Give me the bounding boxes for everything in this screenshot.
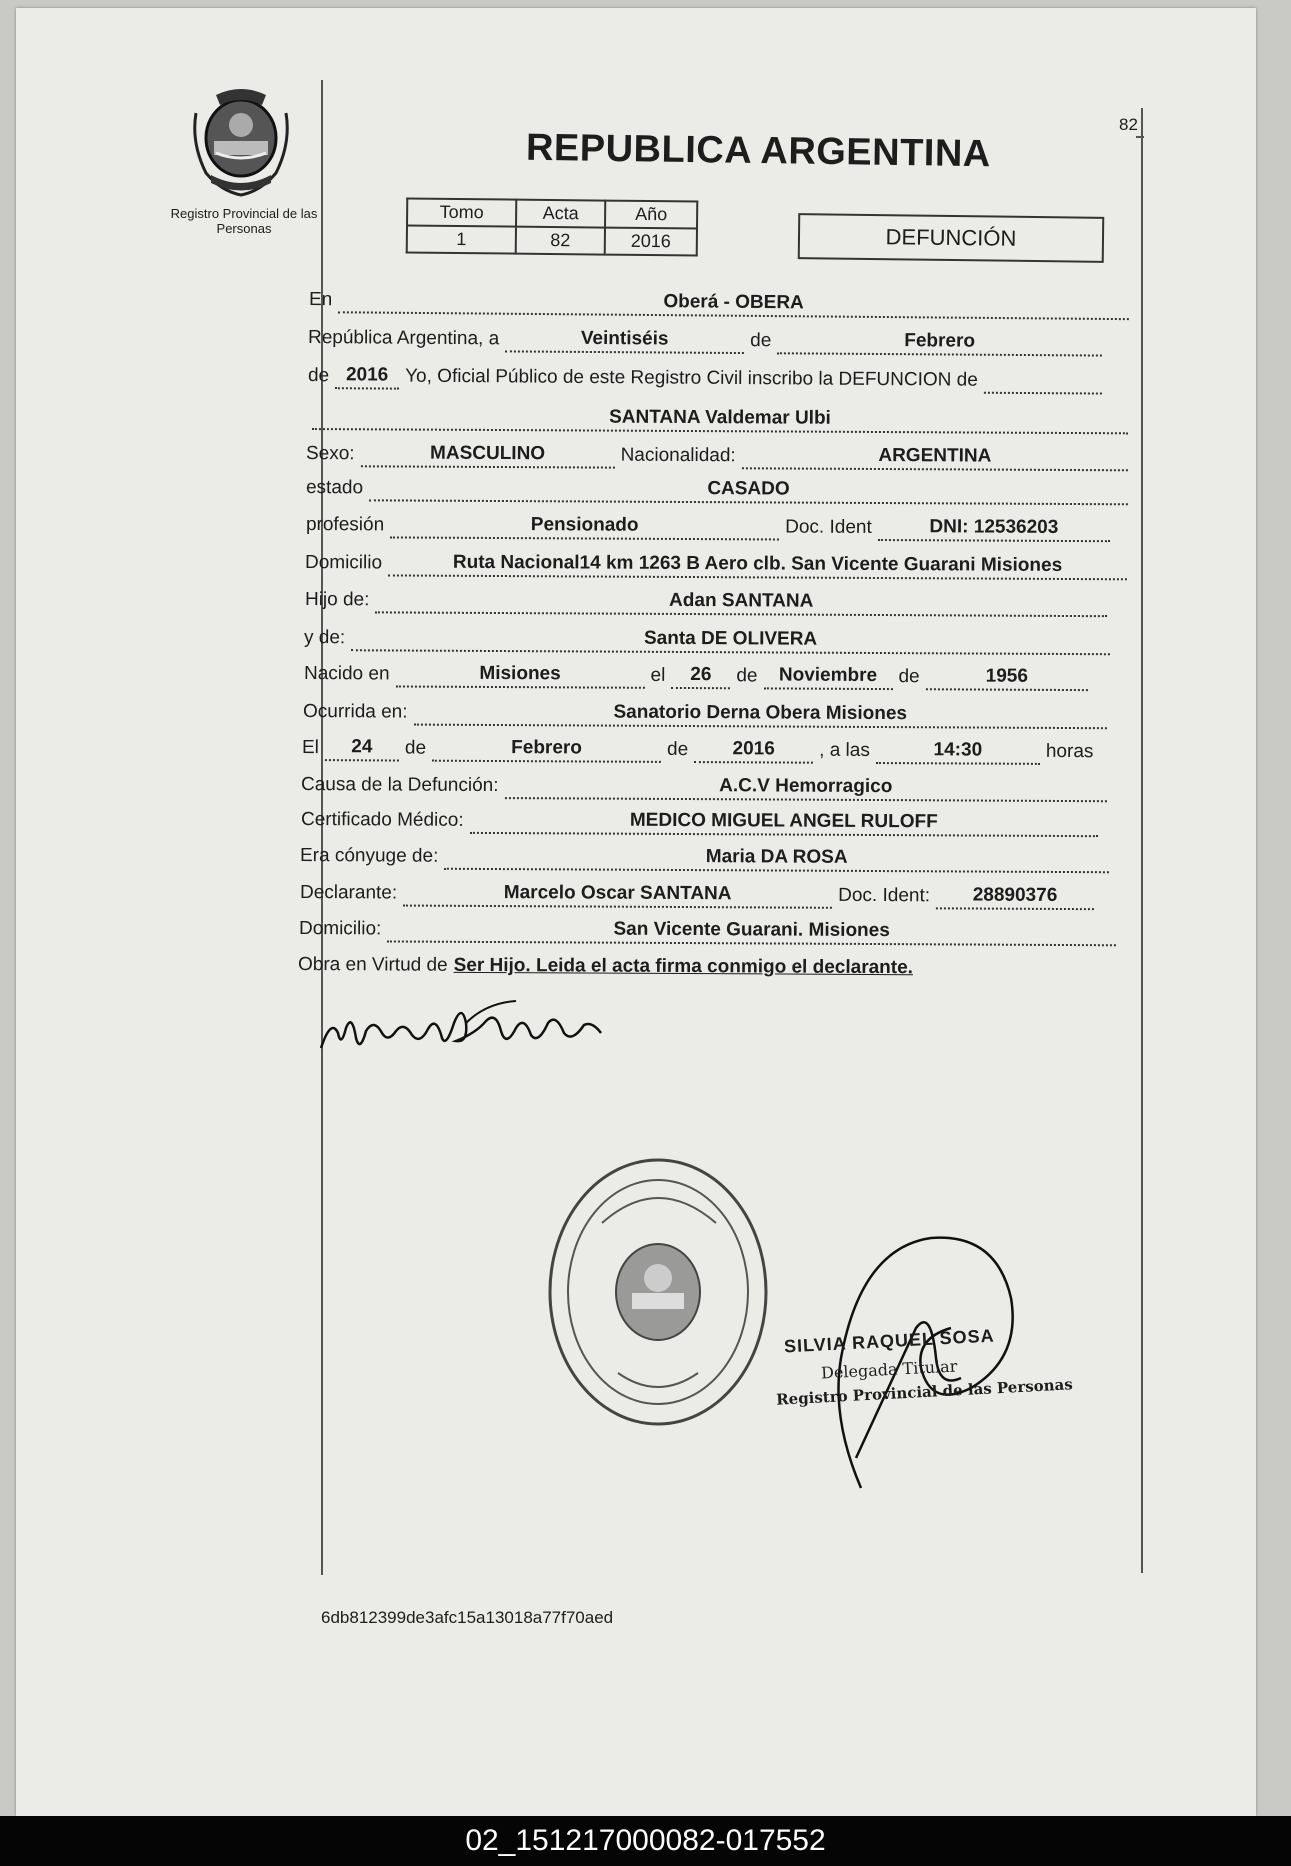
ocurrida-value: Sanatorio Derna Obera Misiones	[413, 701, 1107, 730]
obra-text: Ser Hijo. Leida el acta firma conmigo el declarante.	[453, 954, 914, 979]
birth-year-value: 1956	[926, 665, 1088, 691]
certificado-label: Certificado Médico:	[300, 809, 464, 831]
line-sexo	[306, 442, 1134, 471]
line-date	[308, 326, 1108, 357]
day-words-value: Veintiséis	[505, 327, 744, 354]
death-time-value: 14:30	[876, 739, 1040, 765]
volume-value-tomo: 1	[407, 225, 516, 253]
line-domicilio	[305, 551, 1133, 580]
registry-caption: Registro Provincial de las Personas	[170, 206, 318, 236]
horas-label: horas	[1045, 740, 1094, 763]
birth-month-value: Noviembre	[763, 664, 892, 690]
death-year-value: 2016	[694, 738, 813, 764]
line-declarante	[300, 881, 1100, 910]
registry-stamp	[544, 1153, 772, 1431]
page-number: 82	[1119, 115, 1138, 134]
de-year-label: de	[307, 365, 330, 387]
volume-header-tomo: Tomo	[407, 198, 516, 226]
declarante-label: Declarante:	[299, 882, 398, 904]
line-declarante-domicilio	[299, 917, 1122, 946]
conyuge-value: Maria DA ROSA	[444, 845, 1109, 873]
padre-value: Adan SANTANA	[375, 588, 1107, 617]
declarante-domicilio-value: San Vicente Guarani. Misiones	[387, 917, 1116, 946]
registrar-text: Yo, Oficial Público de este Registro Civil inscribo la DEFUNCION de	[405, 365, 978, 391]
frame-corner-tick	[1136, 136, 1144, 138]
doc-ident-value: DNI: 12536203	[878, 516, 1110, 542]
estado-label: estado	[305, 477, 364, 499]
volume-table-value-row	[407, 225, 697, 255]
line-hijo	[305, 588, 1113, 617]
conyuge-label: Era cónyuge de:	[299, 845, 439, 867]
official-name: SILVIA RAQUEL SOSA	[783, 1325, 996, 1357]
place-value: Oberá - OBERA	[338, 288, 1129, 320]
el-label: el	[650, 664, 666, 686]
en-label: En	[308, 289, 333, 311]
estado-value: CASADO	[369, 476, 1128, 505]
line-madre	[304, 626, 1116, 655]
line-estado	[306, 476, 1134, 505]
volume-header-acta: Acta	[516, 200, 605, 228]
line-place	[309, 288, 1135, 320]
deceased-name-value: SANTANA Valdemar Ulbi	[312, 405, 1128, 434]
volume-table-header-row	[407, 198, 697, 228]
El-label: El	[301, 737, 319, 759]
nacido-en-value: Misiones	[395, 662, 644, 688]
frame-right-rule	[1141, 108, 1143, 1573]
ocurrida-label: Ocurrida en:	[302, 701, 408, 723]
nacionalidad-value: ARGENTINA	[742, 444, 1128, 471]
de-label: de	[750, 330, 772, 352]
hijo-label: Hijo de:	[304, 589, 370, 611]
line-profesion	[306, 513, 1116, 542]
nacido-label: Nacido en	[303, 663, 390, 685]
declarante-doc-label: Doc. Ident:	[838, 884, 931, 907]
line-conyuge	[300, 844, 1115, 873]
obra-label: Obra en Virtud de	[297, 954, 448, 976]
document-page	[16, 8, 1256, 1816]
document-type-box: DEFUNCIÓN	[798, 213, 1105, 263]
volume-header-anio: Año	[605, 201, 697, 229]
document-hash: 6db812399de3afc15a13018a77f70aed	[321, 1608, 614, 1627]
official-title: Delegada Titular	[820, 1356, 958, 1383]
republica-label: República Argentina, a	[307, 327, 500, 350]
death-month-value: Febrero	[432, 737, 661, 763]
madre-value: Santa DE OLIVERA	[351, 626, 1110, 655]
domicilio-label: Domicilio	[304, 552, 383, 574]
death-de-label: de	[404, 737, 427, 759]
a-las-label: , a las	[819, 739, 870, 761]
official-office: Registro Provincial de las Personas	[775, 1375, 1074, 1409]
domicilio2-label: Domicilio:	[298, 918, 382, 940]
line-nacido	[304, 662, 1094, 691]
nacionalidad-label: Nacionalidad:	[620, 444, 736, 467]
declarante-doc-value: 28890376	[936, 884, 1094, 910]
sexo-value: MASCULINO	[361, 442, 615, 468]
month-value: Febrero	[777, 329, 1102, 356]
doc-ident-label: Doc. Ident	[785, 516, 872, 538]
volume-table	[406, 197, 699, 256]
domicilio-value: Ruta Nacional14 km 1263 B Aero clb. San Vicente Guarani Misiones	[388, 551, 1127, 580]
line-name	[306, 405, 1134, 434]
y-de-label: y de:	[303, 627, 346, 649]
profesion-value: Pensionado	[390, 513, 779, 540]
file-id-bar: 02_151217000082-017552	[0, 1816, 1291, 1866]
declarante-value: Marcelo Oscar SANTANA	[403, 882, 832, 909]
line-ocurrida	[303, 700, 1113, 729]
causa-value: A.C.V Hemorragico	[504, 774, 1107, 802]
line-certificado	[301, 808, 1104, 837]
line-registrar	[308, 364, 1108, 395]
birth-day-value: 26	[671, 664, 730, 689]
declarant-signature	[316, 993, 606, 1063]
death-day-value: 24	[325, 736, 399, 761]
registrar-trailing-blank	[984, 391, 1102, 395]
certificado-value: MEDICO MIGUEL ANGEL RULOFF	[470, 809, 1098, 837]
sexo-label: Sexo:	[305, 443, 355, 465]
volume-value-acta: 82	[516, 227, 605, 255]
causa-label: Causa de la Defunción:	[300, 774, 499, 797]
line-causa	[301, 773, 1113, 802]
line-death-date	[302, 736, 1122, 765]
year-value: 2016	[335, 364, 399, 389]
document-title: REPUBLICA ARGENTINA	[525, 126, 992, 176]
profesion-label: profesión	[305, 514, 385, 536]
provincial-seal-logo	[186, 83, 296, 198]
birth-de-label: de	[736, 665, 758, 687]
birth-de2-label: de	[898, 666, 920, 688]
line-obra	[298, 954, 1098, 982]
volume-value-anio: 2016	[605, 228, 697, 256]
death-de2-label: de	[666, 738, 689, 761]
